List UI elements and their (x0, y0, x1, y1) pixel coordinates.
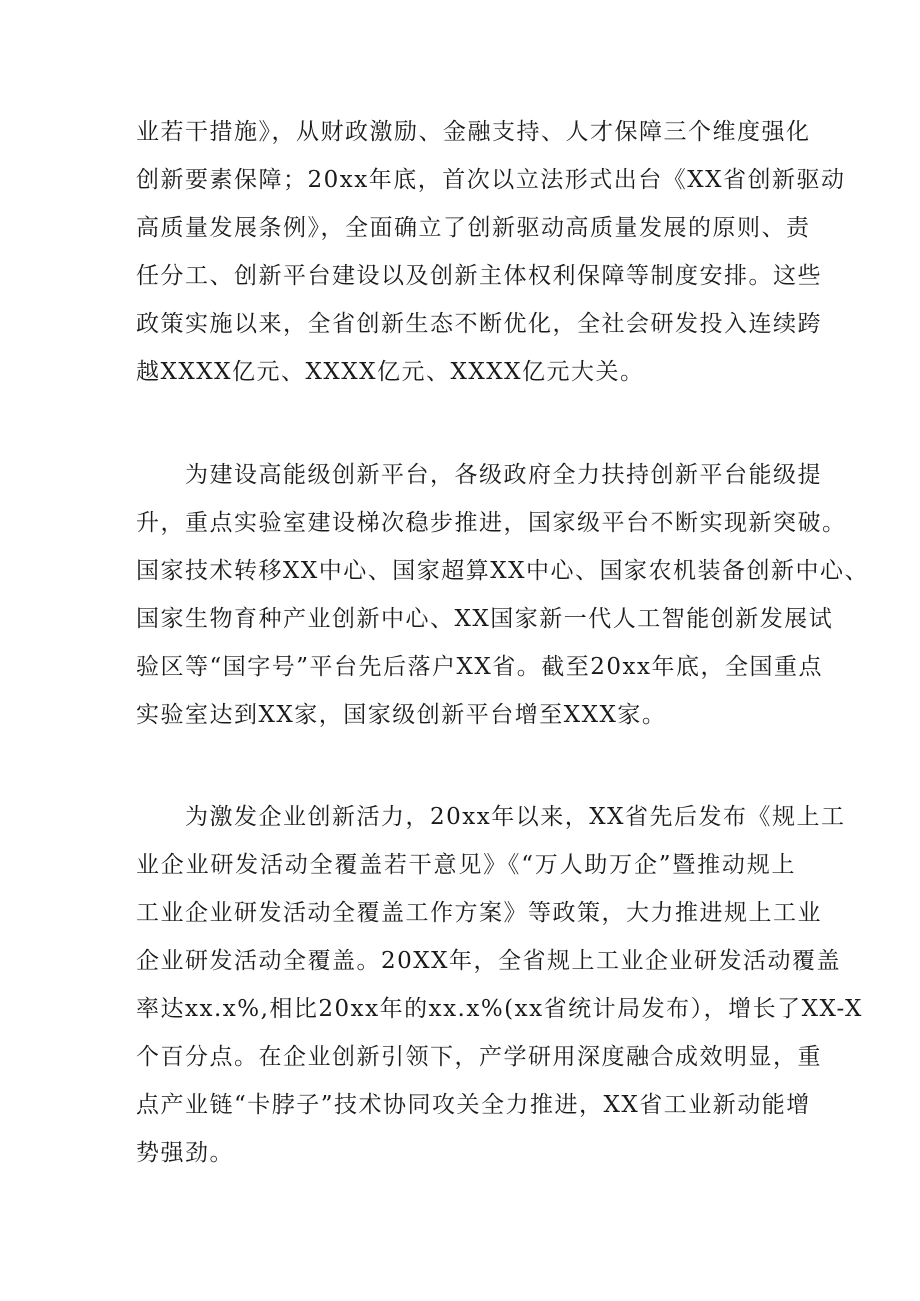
paragraph-enterprise-innovation (136, 793, 863, 1177)
text-line: 高质量发展条例》，全面确立了创新驱动高质量发展的原则、责 (136, 215, 811, 241)
text-line: 政策实施以来，全省创新生态不断优化，全社会研发投入连续跨 (136, 311, 822, 337)
text-line: 企业研发活动全覆盖。20XX年，全省规上工业企业研发活动覆盖 (136, 948, 842, 974)
text-line: 国家生物育种产业创新中心、XX国家新一代人工智能创新发展试 (136, 606, 834, 632)
text-line: 创新要素保障；20xx年底，首次以立法形式出台《XX省创新驱动 (136, 167, 846, 193)
text-line: 为建设高能级创新平台，各级政府全力扶持创新平台能级提 (136, 462, 822, 488)
paragraph-innovation-policy (136, 108, 846, 396)
text-line: 国家技术转移XX中心、国家超算XX中心、国家农机装备创新中心、 (136, 558, 869, 584)
text-line: 工业企业研发活动全覆盖工作方案》等政策，大力推进规上工业 (136, 900, 822, 926)
text-line: 业若干措施》，从财政激励、金融支持、人才保障三个维度强化 (136, 119, 811, 145)
text-line: 越XXXX亿元、XXXX亿元、XXXX亿元大关。 (136, 359, 645, 385)
text-line: 验区等“国字号”平台先后落户XX省。截至20xx年底，全国重点 (136, 654, 823, 680)
text-line: 实验室达到XX家，国家级创新平台增至XXX家。 (136, 702, 667, 728)
text-line: 任分工、创新平台建设以及创新主体权利保障等制度安排。这些 (136, 263, 822, 289)
text-line: 个百分点。在企业创新引领下，产学研用深度融合成效明显，重 (136, 1044, 822, 1070)
text-line: 点产业链“卡脖子”技术协同攻关全力推进，XX省工业新动能增 (136, 1092, 811, 1118)
text-line: 率达xx.x%,相比20xx年的xx.x%(xx省统计局发布），增长了XX-X (136, 996, 863, 1022)
text-line: 势强劲。 (136, 1140, 234, 1166)
text-line: 业企业研发活动全覆盖若干意见》《“万人助万企”暨推动规上 (136, 852, 796, 878)
paragraph-innovation-platforms (136, 451, 869, 739)
text-line: 为激发企业创新活力，20xx年以来，XX省先后发布《规上工 (136, 804, 846, 830)
text-line: 升，重点实验室建设梯次稳步推进，国家级平台不断实现新突破。 (136, 510, 847, 536)
